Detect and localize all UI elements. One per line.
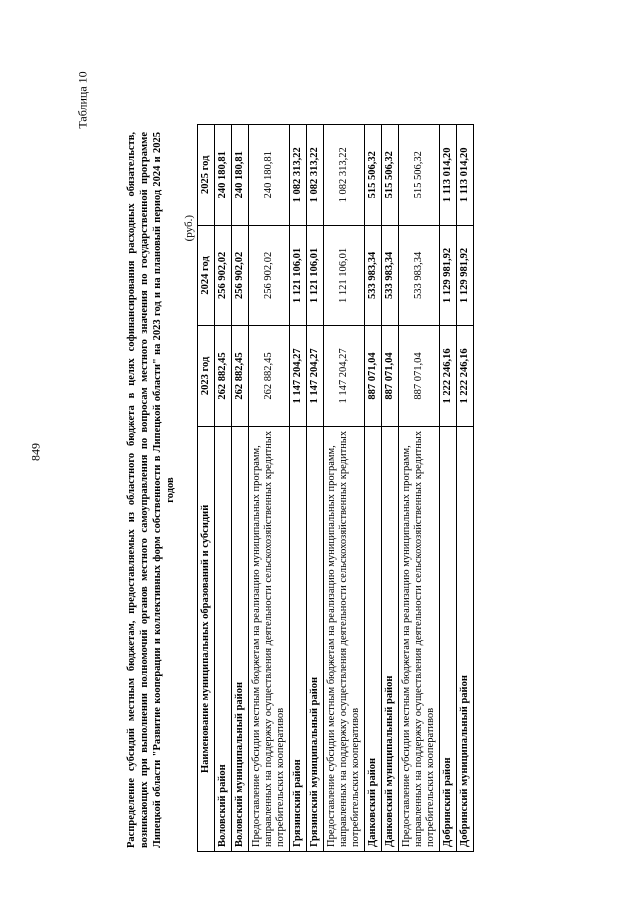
row-2025: 1 113 014,20 <box>457 125 474 226</box>
header-2023: 2023 год <box>198 326 215 427</box>
row-2024: 1 129 981,92 <box>440 225 457 326</box>
row-2025: 1 082 313,22 <box>307 125 324 226</box>
rotated-content <box>125 120 565 860</box>
table-row <box>324 125 365 852</box>
row-2025: 240 180,81 <box>232 125 249 226</box>
row-name: Данковский район <box>365 426 382 851</box>
row-2025: 1 082 313,22 <box>324 125 365 226</box>
row-2024: 1 121 106,01 <box>324 225 365 326</box>
header-2025: 2025 год <box>198 125 215 226</box>
table-label: Таблица 10 <box>75 71 90 129</box>
row-2023: 887 071,04 <box>365 326 382 427</box>
table-header-row <box>198 125 215 852</box>
header-2024: 2024 год <box>198 225 215 326</box>
row-name: Предоставление субсидии местным бюджетам на реализацию муниципальных программ, направленных на поддержку осуществления деятельности сельскохозяйственных кредитных потребительских кооперативов <box>399 426 440 851</box>
row-2023: 262 882,45 <box>232 326 249 427</box>
row-2023: 1 222 246,16 <box>440 326 457 427</box>
row-2024: 533 983,34 <box>399 225 440 326</box>
row-name: Предоставление субсидии местным бюджетам на реализацию муниципальных программ, направленных на поддержку осуществления деятельности сельскохозяйственных кредитных потребительских кооперативов <box>249 426 290 851</box>
row-2025: 240 180,81 <box>215 125 232 226</box>
row-2025: 515 506,32 <box>382 125 399 226</box>
table-row <box>399 125 440 852</box>
row-2024: 533 983,34 <box>382 225 399 326</box>
row-2023: 887 071,04 <box>382 326 399 427</box>
row-name: Воловский район <box>215 426 232 851</box>
document-title: Распределение субсидий местным бюджетам, предоставляемых из областного бюджета в целях софинансирования расходных обязательств, возникающих при выполнении полномочий органов местного самоуправления по вопросам местного значения по государственной программе Липецкой области "Развитие кооперации и коллективных форм собственности в Липецкой области" на 2023 год и на плановый период 2024 и 2025 годов <box>126 132 176 848</box>
row-name: Данковский муниципальный район <box>382 426 399 851</box>
row-2024: 256 902,02 <box>249 225 290 326</box>
table-row <box>365 125 382 852</box>
unit-label: (руб.) <box>183 215 195 242</box>
table-row <box>215 125 232 852</box>
row-name: Грязинский муниципальный район <box>307 426 324 851</box>
subsidy-table <box>197 124 474 852</box>
row-2024: 1 121 106,01 <box>290 225 307 326</box>
row-2023: 262 882,45 <box>249 326 290 427</box>
table-row <box>440 125 457 852</box>
row-2025: 515 506,32 <box>365 125 382 226</box>
row-2025: 1 082 313,22 <box>290 125 307 226</box>
row-2024: 256 902,02 <box>215 225 232 326</box>
row-2024: 533 983,34 <box>365 225 382 326</box>
table-row <box>307 125 324 852</box>
table-row <box>290 125 307 852</box>
table-row <box>249 125 290 852</box>
row-2024: 256 902,02 <box>232 225 249 326</box>
row-2023: 1 147 204,27 <box>307 326 324 427</box>
table-row <box>382 125 399 852</box>
row-name: Предоставление субсидии местным бюджетам на реализацию муниципальных программ, направленных на поддержку осуществления деятельности сельскохозяйственных кредитных потребительских кооперативов <box>324 426 365 851</box>
row-name: Добринский район <box>440 426 457 851</box>
row-name: Добринский муниципальный район <box>457 426 474 851</box>
row-2023: 887 071,04 <box>399 326 440 427</box>
page-number: 849 <box>28 443 43 461</box>
row-2023: 1 147 204,27 <box>290 326 307 427</box>
row-2023: 1 222 246,16 <box>457 326 474 427</box>
row-2025: 240 180,81 <box>249 125 290 226</box>
row-name: Воловский муниципальный район <box>232 426 249 851</box>
table-row <box>232 125 249 852</box>
table-row <box>457 125 474 852</box>
row-2024: 1 129 981,92 <box>457 225 474 326</box>
row-2023: 1 147 204,27 <box>324 326 365 427</box>
row-2025: 515 506,32 <box>399 125 440 226</box>
row-2024: 1 121 106,01 <box>307 225 324 326</box>
row-2025: 1 113 014,20 <box>440 125 457 226</box>
row-name: Грязинский район <box>290 426 307 851</box>
header-name: Наименование муниципальных образований и субсидий <box>198 426 215 851</box>
row-2023: 262 882,45 <box>215 326 232 427</box>
